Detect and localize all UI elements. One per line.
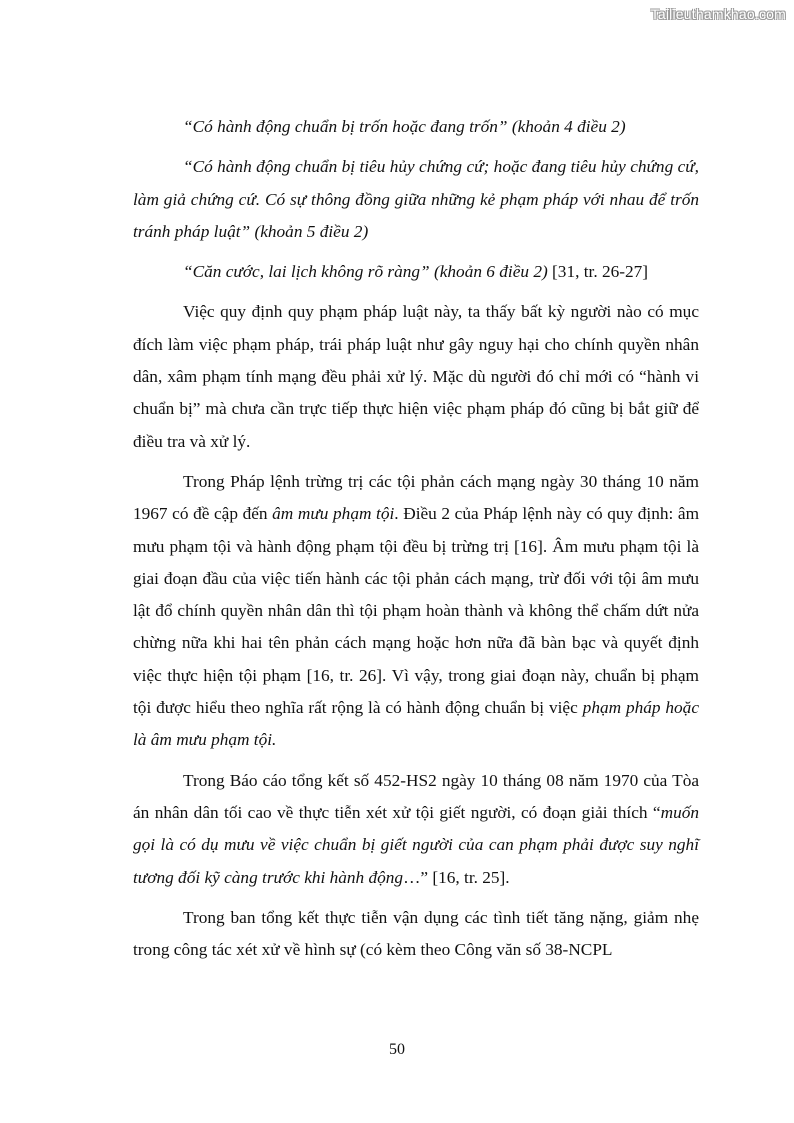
watermark: Tailieuthamkhao.com (650, 6, 786, 22)
paragraph-summary-aggravating: Trong ban tổng kết thực tiễn vận dụng các tình tiết tăng nặng, giảm nhẹ trong công tác xét xử về hình sự (có kèm theo Công văn số 38-NCPL (133, 907, 699, 960)
paragraph-ordinance-1967: Trong Pháp lệnh trừng trị các tội phản cách mạng ngày 30 tháng 10 năm 1967 có đề cập đến âm mưu phạm tội. Điều 2 của Pháp lệnh này có quy định: âm mưu phạm tội và hành động phạm tội đều bị trừng trị [16]. Âm mưu phạm tội là giai đoạn đầu của việc tiến hành các tội phản cách mạng, trừ đối với tội âm mưu lật đổ chính quyền nhân dân thì tội phạm hoàn thành và không thể chấm dứt nửa chừng nữa khi hai tên phản cách mạng hoặc hơn nữa đã bàn bạc và quyết định việc thực hiện tội phạm [16, tr. 26]. Vì vậy, trong giai đoạn này, chuẩn bị phạm tội được hiểu theo nghĩa rất rộng là có hành động chuẩn bị việc phạm pháp hoặc là âm mưu phạm tội. (133, 471, 700, 750)
quote-clause-4: “Có hành động chuẩn bị trốn hoặc đang trốn” (khoản 4 điều 2) (183, 117, 626, 136)
paragraph-report-452: Trong Báo cáo tổng kết số 452-HS2 ngày 10 tháng 08 năm 1970 của Tòa án nhân dân tối cao về thực tiễn xét xử tội giết người, có đoạn giải thích “muốn gọi là có dụ mưu về việc chuẩn bị giết người của can phạm phải được suy nghĩ tương đối kỹ càng trước khi hành động…” [16, tr. 25]. (133, 770, 699, 887)
quote-clause-5: “Có hành động chuẩn bị tiêu hủy chứng cứ; hoặc đang tiêu hủy chứng cứ, làm giả chứng cứ. Có sự thông đồng giữa những kẻ phạm pháp với nhau để trốn tránh pháp luật” (khoản 5 điều 2) (133, 157, 699, 241)
page-body (133, 111, 699, 966)
quote-clause-6: “Căn cước, lai lịch không rõ ràng” (khoản 6 điều 2) [31, tr. 26-27] (183, 262, 649, 282)
page-number: 50 (389, 1041, 405, 1058)
paragraph-preparatory-act: Việc quy định quy phạm pháp luật này, ta thấy bất kỳ người nào có mục đích làm việc phạm pháp, trái pháp luật như gây nguy hại cho chính quyền nhân dân, xâm phạm tính mạng đều phải xử lý. Mặc dù người đó chỉ mới có “hành vi chuẩn bị” mà chưa cần trực tiếp thực hiện việc phạm pháp đó cũng bị bắt giữ để điều tra và xử lý. (133, 302, 699, 451)
